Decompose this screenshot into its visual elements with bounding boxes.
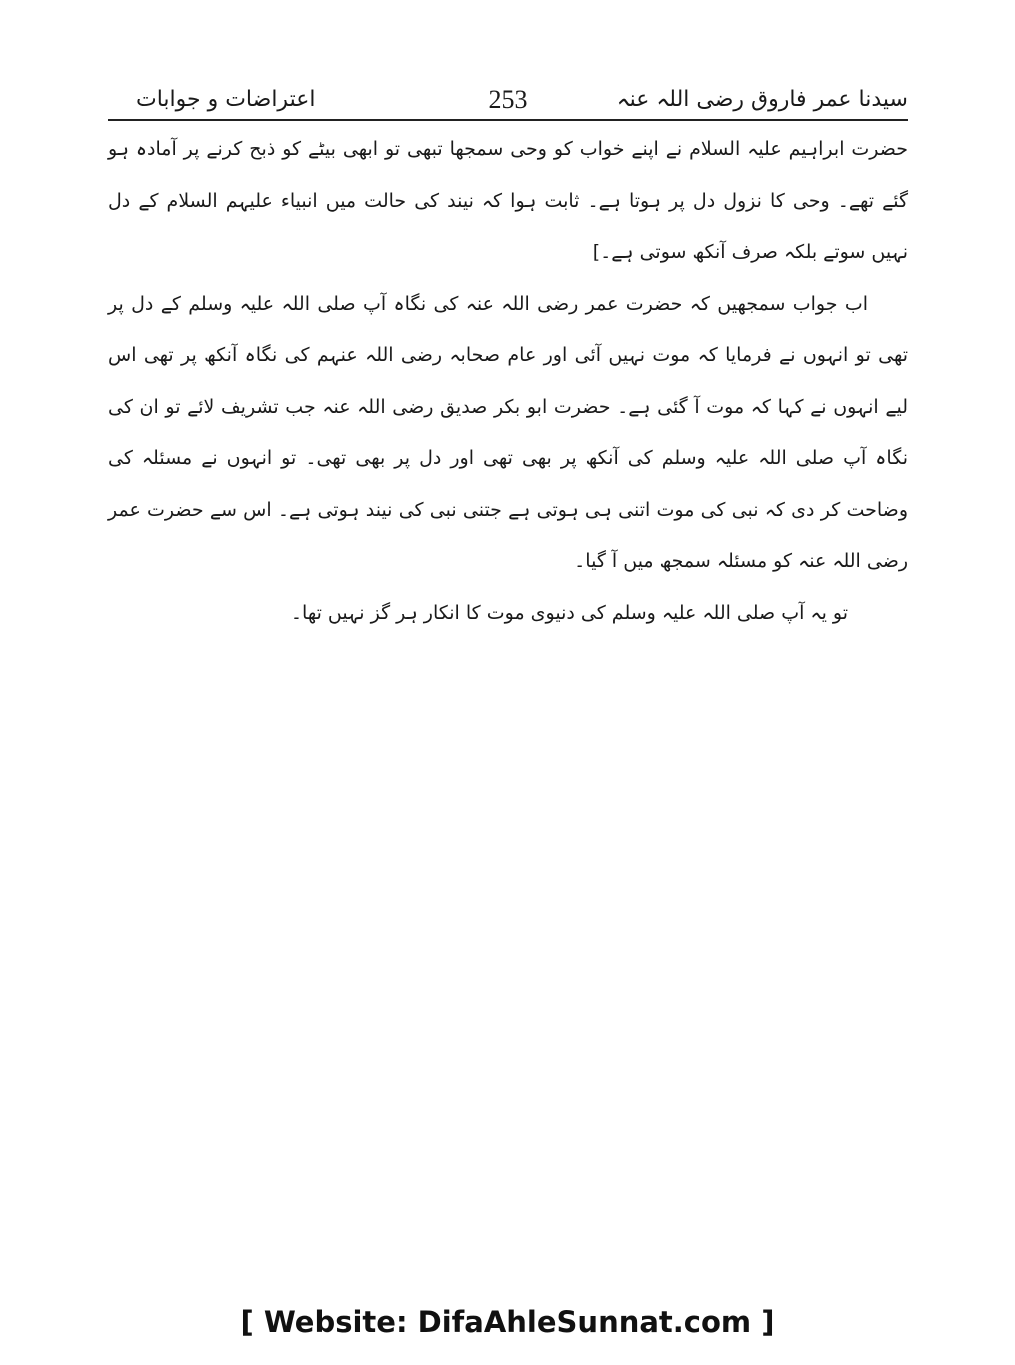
website-footer: [ Website: DifaAhleSunnat.com ] xyxy=(240,1305,775,1339)
paragraph-1: حضرت ابراہیم علیہ السلام نے اپنے خواب کو وحی سمجھا تبھی تو ابھی بیٹے کو ذبح کرنے پر آمادہ ہو گئے تھے۔ وحی کا نزول دل پر ہوتا ہے۔ ثابت ہوا کہ نیند کی حالت میں انبیاء علیہم السلام کے دل نہیں سوتے بلکہ صرف آنکھ سوتی ہے۔] xyxy=(108,138,909,263)
book-title: سیدنا عمر فاروق رضی اللہ عنہ xyxy=(616,87,908,112)
running-header xyxy=(108,84,908,116)
chapter-title: اعتراضات و جوابات xyxy=(136,87,316,112)
page-number: 253 xyxy=(488,85,528,114)
header-divider xyxy=(108,119,908,121)
paragraph-3: تو یہ آپ صلی اللہ علیہ وسلم کی دنیوی موت کا انکار ہر گز نہیں تھا۔ xyxy=(290,601,848,624)
body-text xyxy=(108,124,908,639)
paragraph-2: اب جواب سمجھیں کہ حضرت عمر رضی اللہ عنہ کی نگاہ آپ صلی اللہ علیہ وسلم کے دل پر تھی تو انہوں نے فرمایا کہ موت نہیں آئی اور عام صحابہ رضی اللہ عنہم کی نگاہ آنکھ پر تھی اس لیے انہوں نے کہا کہ موت آ گئی ہے۔ حضرت ابو بکر صدیق رضی اللہ عنہ جب تشریف لائے تو ان کی نگاہ آپ صلی اللہ علیہ وسلم کی آنکھ پر بھی تھی اور دل پر بھی تھی۔ تو انہوں نے مسئلہ کی وضاحت کر دی کہ نبی کی موت اتنی ہی ہوتی ہے جتنی نبی کی نیند ہوتی ہے۔ اس سے حضرت عمر رضی اللہ عنہ کو مسئلہ سمجھ میں آ گیا۔ xyxy=(108,292,908,572)
